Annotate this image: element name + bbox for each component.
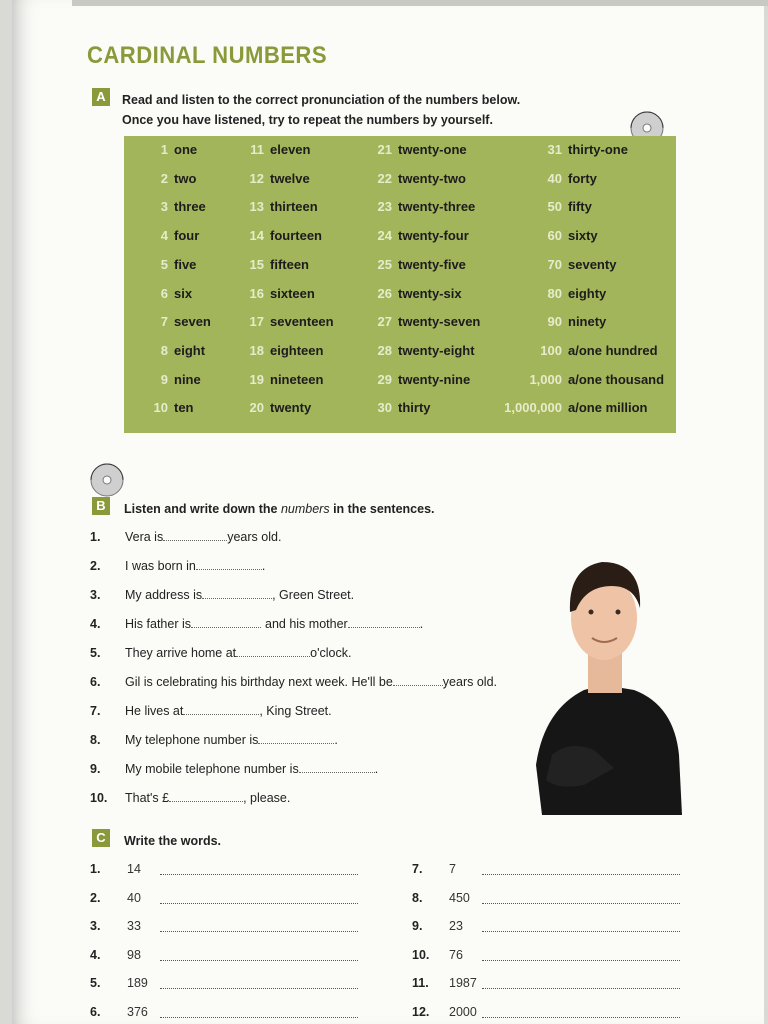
number-word: twenty-nine: [398, 371, 471, 387]
number-word: eighty: [568, 285, 607, 301]
number-word: seventeen: [270, 314, 334, 330]
word-item-value: 40: [127, 890, 141, 905]
sentence-start: His father is: [125, 617, 191, 631]
number-digit: 3: [160, 199, 168, 215]
item-number: 6.: [90, 675, 101, 689]
sentence-start: My address is: [125, 588, 203, 602]
answer-blank[interactable]: [202, 588, 272, 599]
number-digit: 30: [377, 400, 392, 416]
item-number: 5.: [90, 646, 101, 660]
answer-line[interactable]: [160, 988, 358, 989]
answer-blank[interactable]: [169, 791, 243, 802]
number-digit: 23: [377, 199, 392, 215]
number-entry: [236, 372, 323, 394]
number-entry: [362, 286, 462, 308]
number-digit: 100: [540, 342, 562, 358]
word-item-number: 8.: [412, 890, 423, 905]
item-sentence: [125, 559, 265, 573]
number-digit: 2: [160, 170, 168, 186]
number-entry: [362, 228, 469, 250]
answer-line[interactable]: [482, 903, 680, 904]
word-item-number: 9.: [412, 919, 423, 933]
number-digit: 70: [547, 256, 562, 272]
section-b-instruction-pre: Listen and write down the: [124, 502, 281, 516]
number-word: fifty: [568, 199, 592, 215]
worksheet-page: [12, 0, 764, 1024]
number-entry: [504, 286, 606, 308]
sentence-middle: and his mother: [265, 617, 348, 631]
number-word: a/one million: [568, 400, 648, 416]
number-digit: 28: [377, 342, 392, 358]
word-item-value: 7: [449, 862, 456, 876]
word-item-number: 3.: [90, 919, 101, 933]
number-word: a/one thousand: [568, 371, 665, 387]
listening-item: [90, 646, 530, 664]
answer-line[interactable]: [160, 931, 358, 932]
answer-blank[interactable]: [163, 530, 227, 541]
sentence-end: .: [374, 762, 379, 776]
number-entry: [362, 257, 466, 279]
answer-blank[interactable]: [191, 617, 261, 628]
number-entry: [146, 372, 201, 394]
number-digit: 7: [160, 314, 168, 330]
number-digit: 80: [547, 285, 562, 301]
number-digit: 17: [249, 314, 264, 330]
number-entry: [146, 228, 199, 250]
number-entry: [146, 257, 196, 279]
young-man-photo: [524, 540, 684, 815]
number-digit: 1: [160, 142, 168, 157]
number-digit: 25: [377, 256, 392, 272]
number-entry: [236, 228, 322, 250]
number-word: twenty-two: [398, 170, 466, 186]
item-number: 1.: [90, 530, 101, 544]
number-entry: [504, 372, 664, 394]
item-sentence: [125, 530, 281, 544]
number-digit: 12: [249, 170, 264, 186]
item-number: 9.: [90, 762, 101, 776]
number-word: twenty-six: [398, 285, 462, 301]
number-word: thirty-one: [568, 142, 628, 157]
item-sentence: [125, 733, 338, 747]
sentence-start: They arrive home at: [125, 646, 237, 660]
number-entry: [146, 343, 205, 365]
number-digit: 10: [153, 400, 168, 416]
sentence-start: That's £: [125, 791, 170, 805]
sentence-end: .: [334, 733, 338, 747]
item-number: 3.: [90, 588, 101, 602]
number-entry: [236, 286, 315, 308]
number-digit: 13: [249, 199, 264, 215]
number-digit: 14: [249, 228, 264, 244]
number-entry: [362, 400, 431, 422]
listening-item: [90, 762, 530, 780]
number-entry: [504, 199, 592, 221]
listening-item: [90, 704, 530, 722]
number-word: twelve: [270, 170, 310, 186]
listening-item: [90, 675, 530, 693]
sentence-end: years old.: [442, 675, 497, 689]
sentence-end: years old.: [227, 530, 282, 544]
item-number: 8.: [90, 733, 101, 747]
number-digit: 27: [377, 314, 392, 330]
number-digit: 24: [377, 228, 392, 244]
sentence-start: He lives at: [125, 704, 184, 718]
answer-line[interactable]: [482, 988, 680, 989]
word-item-value: 98: [127, 947, 141, 962]
number-entry: [236, 343, 323, 365]
number-digit: 9: [160, 371, 168, 387]
cd-audio-icon-b[interactable]: [84, 452, 130, 498]
answer-line[interactable]: [160, 1017, 358, 1018]
number-entry: [236, 142, 310, 164]
word-item-number: 1.: [90, 862, 101, 876]
number-word: fourteen: [270, 228, 322, 244]
sentence-start: My mobile telephone number is: [125, 762, 299, 776]
word-item-value: 23: [449, 919, 463, 933]
number-word: thirty: [398, 400, 431, 416]
number-word: three: [174, 199, 206, 215]
section-c-instruction: Write the words.: [124, 834, 222, 848]
number-word: twenty-seven: [398, 314, 481, 330]
number-word: one: [174, 142, 198, 157]
item-number: 2.: [90, 559, 101, 573]
number-entry: [504, 257, 616, 279]
word-item-number: 5.: [90, 976, 101, 990]
section-b-badge: B: [92, 497, 110, 515]
item-sentence: [125, 646, 351, 660]
number-word: fifteen: [270, 256, 309, 272]
number-digit: 26: [377, 285, 392, 301]
listening-item: [90, 791, 530, 809]
number-word: six: [174, 285, 193, 301]
number-word: twenty-five: [398, 256, 466, 272]
word-item-number: 11.: [412, 976, 429, 990]
answer-line[interactable]: [160, 874, 358, 875]
section-a-badge: A: [92, 88, 110, 106]
sentence-end: .: [261, 559, 266, 573]
number-word: five: [174, 256, 197, 272]
number-entry: [362, 171, 466, 193]
word-item-value: 450: [449, 890, 470, 905]
listening-item: [90, 733, 530, 751]
number-entry: [236, 400, 311, 422]
word-item-number: 2.: [90, 890, 101, 905]
word-item-value: 76: [449, 947, 463, 962]
answer-line[interactable]: [482, 1017, 680, 1018]
number-digit: 16: [249, 285, 264, 301]
number-entry: [504, 343, 658, 365]
number-digit: 50: [547, 199, 562, 215]
number-entry: [146, 171, 196, 193]
number-word: ninety: [568, 314, 607, 330]
word-item-value: 14: [127, 862, 141, 876]
section-c-badge: C: [92, 829, 110, 847]
number-word: eighteen: [270, 342, 324, 358]
number-digit: 31: [547, 142, 562, 157]
number-digit: 11: [250, 142, 264, 157]
number-entry: [362, 142, 467, 164]
listening-item: [90, 588, 530, 606]
section-b-instruction-post: in the sentences.: [329, 502, 435, 516]
number-entry: [236, 314, 334, 336]
number-digit: 40: [547, 170, 562, 186]
sentence-end: , please.: [243, 791, 291, 805]
number-digit: 1,000,000: [504, 400, 562, 416]
number-word: seventy: [568, 256, 617, 272]
answer-blank[interactable]: [299, 762, 375, 773]
item-sentence: [125, 762, 378, 776]
sentence-end: , King Street.: [259, 704, 332, 718]
section-b-instruction-em: numbers: [280, 502, 330, 516]
number-digit: 90: [547, 314, 562, 330]
word-item-value: 189: [127, 976, 148, 990]
number-digit: 21: [377, 142, 392, 157]
number-digit: 22: [377, 170, 392, 186]
number-entry: [362, 343, 475, 365]
number-word: sixty: [568, 228, 598, 244]
number-digit: 8: [160, 342, 168, 358]
answer-blank[interactable]: [196, 559, 262, 570]
section-a-instruction-line2: Once you have listened, try to repeat the numbers by yourself.: [122, 113, 493, 127]
number-entry: [236, 199, 318, 221]
section-b-instruction: [124, 499, 435, 519]
item-sentence: [125, 704, 332, 718]
number-word: eight: [174, 342, 206, 358]
word-item-value: 2000: [449, 1004, 477, 1019]
listening-item: [90, 617, 530, 635]
listening-item: [90, 530, 530, 548]
word-item-number: 12.: [412, 1004, 430, 1019]
item-sentence: [125, 617, 423, 631]
number-word: two: [174, 170, 197, 186]
number-entry: [362, 314, 480, 336]
item-number: 7.: [90, 704, 101, 718]
sentence-start: Vera is: [125, 530, 164, 544]
number-entry: [504, 142, 628, 164]
answer-line[interactable]: [482, 931, 680, 932]
number-entry: [504, 228, 598, 250]
number-entry: [146, 286, 192, 308]
sentence-start: Gil is celebrating his birthday next week. He'll be: [125, 675, 393, 689]
number-word: twenty-three: [398, 199, 476, 215]
sentence-start: I was born in: [125, 559, 196, 573]
word-item-value: 376: [127, 1004, 148, 1019]
number-digit: 6: [160, 285, 168, 301]
number-word: a/one hundred: [568, 342, 658, 358]
answer-blank[interactable]: [258, 733, 334, 744]
answer-line[interactable]: [160, 903, 358, 904]
answer-line[interactable]: [160, 960, 358, 961]
listening-item: [90, 559, 530, 577]
number-word: thirteen: [270, 199, 318, 215]
number-word: ten: [174, 400, 194, 416]
answer-blank[interactable]: [393, 675, 443, 686]
sentence-start: My telephone number is: [125, 733, 259, 747]
number-digit: 1,000: [529, 371, 562, 387]
number-digit: 20: [249, 400, 264, 416]
word-item-number: 4.: [90, 947, 101, 962]
number-entry: [146, 314, 211, 336]
number-word: seven: [174, 314, 211, 330]
number-entry: [146, 142, 197, 164]
item-number: 10.: [90, 791, 108, 805]
number-entry: [504, 314, 606, 336]
number-entry: [236, 171, 310, 193]
item-number: 4.: [90, 617, 101, 631]
number-word: twenty-four: [398, 228, 469, 244]
sentence-end: o'clock.: [310, 646, 352, 660]
page-title: CARDINAL NUMBERS: [87, 42, 328, 69]
number-word: nineteen: [270, 371, 324, 387]
number-word: twenty-eight: [398, 342, 475, 358]
item-sentence: [125, 791, 290, 805]
number-entry: [504, 171, 597, 193]
number-entry: [236, 257, 309, 279]
number-entry: [146, 199, 206, 221]
section-a-instructions: [122, 90, 520, 130]
numbers-table: [124, 136, 676, 433]
word-item-value: 33: [127, 919, 141, 933]
word-item-value: 1987: [449, 976, 477, 990]
answer-blank[interactable]: [348, 617, 420, 628]
number-word: forty: [568, 170, 597, 186]
top-band: [72, 0, 768, 6]
number-entry: [504, 400, 647, 422]
number-word: sixteen: [270, 285, 315, 301]
word-item-number: 10.: [412, 947, 430, 962]
answer-blank[interactable]: [183, 704, 259, 715]
number-digit: 60: [547, 228, 562, 244]
number-entry: [146, 400, 194, 422]
number-digit: 29: [377, 371, 392, 387]
section-a-instruction-line1: Read and listen to the correct pronunciation of the numbers below.: [122, 93, 521, 107]
number-word: four: [174, 228, 200, 244]
number-word: twenty-one: [398, 142, 467, 157]
number-digit: 15: [249, 256, 264, 272]
number-word: nine: [174, 371, 201, 387]
answer-line[interactable]: [482, 874, 680, 875]
sentence-end: .: [419, 617, 424, 631]
number-entry: [362, 372, 470, 394]
answer-blank[interactable]: [236, 646, 310, 657]
number-word: eleven: [270, 142, 311, 157]
number-digit: 5: [160, 256, 168, 272]
number-word: twenty: [270, 400, 312, 416]
sentence-end: , Green Street.: [272, 588, 355, 602]
number-digit: 18: [249, 342, 264, 358]
item-sentence: [125, 675, 497, 689]
number-digit: 19: [249, 371, 264, 387]
number-entry: [362, 199, 475, 221]
word-item-number: 6.: [90, 1004, 101, 1019]
answer-line[interactable]: [482, 960, 680, 961]
number-digit: 4: [160, 228, 168, 244]
word-item-number: 7.: [412, 862, 423, 876]
item-sentence: [125, 588, 354, 602]
